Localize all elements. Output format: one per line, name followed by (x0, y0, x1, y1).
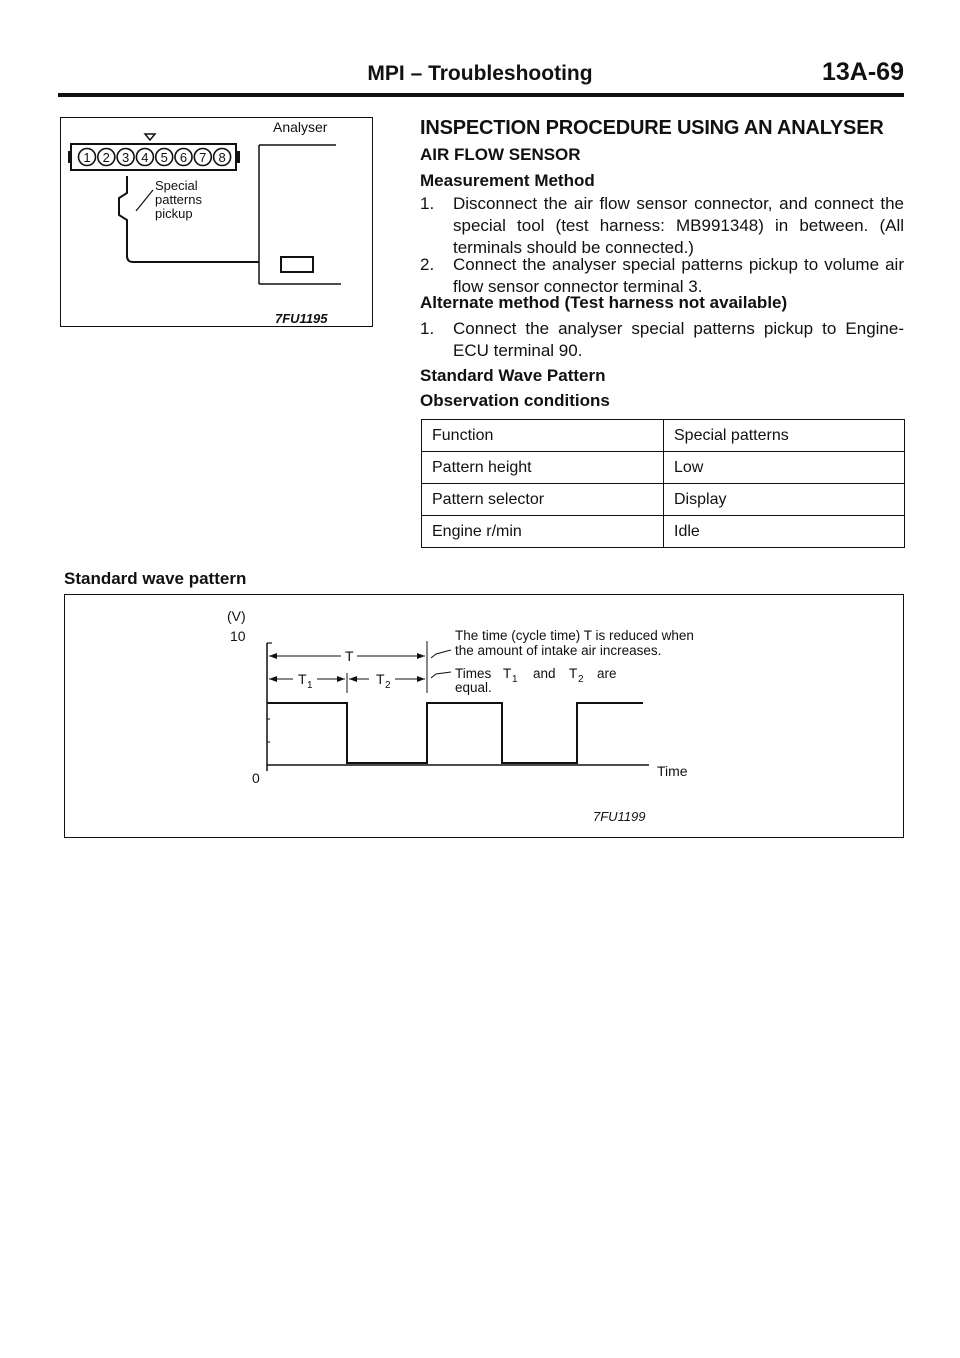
period-note-line2: the amount of intake air increases. (455, 643, 662, 658)
alternate-method-title: Alternate method (Test harness not available) (420, 293, 788, 312)
connector-pin-label: 7 (199, 150, 207, 165)
times-note-are: are (597, 666, 617, 681)
t1-subscript: 1 (307, 680, 313, 691)
figure-code: 7FU1199 (593, 809, 646, 824)
standard-wave-figure (64, 594, 904, 838)
connector-pins (79, 149, 231, 166)
pickup-label-line3: pickup (155, 206, 193, 221)
times-note-word: Times (455, 666, 492, 681)
t2-subscript: 2 (385, 680, 391, 691)
arrowhead-icon (269, 653, 277, 659)
pickup-label-line1: Special (155, 178, 198, 193)
condition-value: Idle (664, 516, 905, 548)
standard-wave-pattern-title: Standard Wave Pattern (420, 366, 606, 385)
header-rule (58, 93, 904, 97)
t2-label: T (376, 671, 385, 687)
step-text: Disconnect the air flow sensor connector, and connect the special tool (test harness: MB991348) in between. (All terminals should be connected.) (453, 194, 904, 257)
t1-label: T (298, 671, 307, 687)
note-leader-times (431, 672, 451, 678)
y-min-label: 0 (252, 770, 260, 786)
times-note-line2: equal. (455, 680, 492, 695)
pickup-probe (119, 176, 127, 230)
terminal-marker-icon (145, 134, 155, 140)
pickup-leader-line (136, 190, 153, 211)
measurement-step-2 (420, 254, 904, 298)
x-axis-label: Time (657, 763, 688, 779)
page-number: 13A-69 (822, 58, 904, 86)
y-unit-label: (V) (227, 608, 246, 624)
connector-pin-label: 6 (179, 150, 188, 165)
period-label: T (345, 648, 354, 664)
step-number: 1. (420, 194, 435, 213)
period-note-line1: The time (cycle time) T is reduced when (455, 628, 694, 643)
step-text: Connect the analyser special patterns pickup to Engine-ECU terminal 90. (453, 319, 904, 360)
arrowhead-icon (417, 653, 425, 659)
condition-value: Low (664, 452, 905, 484)
condition-label: Pattern selector (422, 484, 664, 516)
arrowhead-icon (349, 676, 357, 682)
step-number: 1. (420, 319, 435, 338)
step-text: Connect the analyser special patterns pickup to volume air flow sensor connector terminal 3. (453, 255, 904, 296)
table-row (422, 420, 905, 452)
page-title: MPI – Troubleshooting (367, 62, 593, 85)
measurement-step-1 (420, 193, 904, 259)
condition-label: Pattern height (422, 452, 664, 484)
section-heading: INSPECTION PROCEDURE USING AN ANALYSER (420, 117, 884, 139)
analyser-label: Analyser (273, 119, 328, 135)
y-max-label: 10 (230, 628, 246, 644)
connector-pin-label: 4 (141, 150, 149, 165)
component-title: AIR FLOW SENSOR (420, 145, 581, 164)
times-note-t1-sub: 1 (512, 674, 518, 685)
times-note-and: and (533, 666, 556, 681)
wave-figure-title: Standard wave pattern (64, 569, 247, 588)
connector-pin-label: 5 (160, 150, 168, 165)
table-row (422, 452, 905, 484)
condition-label: Engine r/min (422, 516, 664, 548)
observation-conditions-title: Observation conditions (420, 391, 610, 410)
condition-value: Special patterns (664, 420, 905, 452)
pickup-lead (127, 230, 259, 262)
connector-pin-label: 1 (83, 150, 91, 165)
note-leader-period (431, 650, 451, 658)
connector-latch-left (68, 151, 72, 163)
connector-pin-label: 8 (218, 150, 226, 165)
observation-conditions-table (421, 419, 905, 548)
table-row (422, 484, 905, 516)
times-note-t1: T (503, 666, 512, 681)
pickup-label-line2: patterns (155, 192, 202, 207)
condition-label: Function (422, 420, 664, 452)
times-note-t2-sub: 2 (578, 674, 584, 685)
arrowhead-icon (337, 676, 345, 682)
connector-pin-label: 2 (102, 150, 110, 165)
analyser-connection-figure (60, 117, 373, 327)
alternate-step-1 (420, 318, 904, 362)
square-wave-trace (267, 703, 643, 763)
arrowhead-icon (417, 676, 425, 682)
condition-value: Display (664, 484, 905, 516)
times-note-t2: T (569, 666, 578, 681)
measurement-method-title: Measurement Method (420, 171, 595, 190)
arrowhead-icon (269, 676, 277, 682)
analyser-port (281, 257, 313, 272)
figure-code: 7FU1195 (275, 311, 328, 326)
step-number: 2. (420, 255, 435, 274)
connector-pin-label: 3 (121, 150, 130, 165)
connector-latch-right (236, 151, 240, 163)
table-row (422, 516, 905, 548)
